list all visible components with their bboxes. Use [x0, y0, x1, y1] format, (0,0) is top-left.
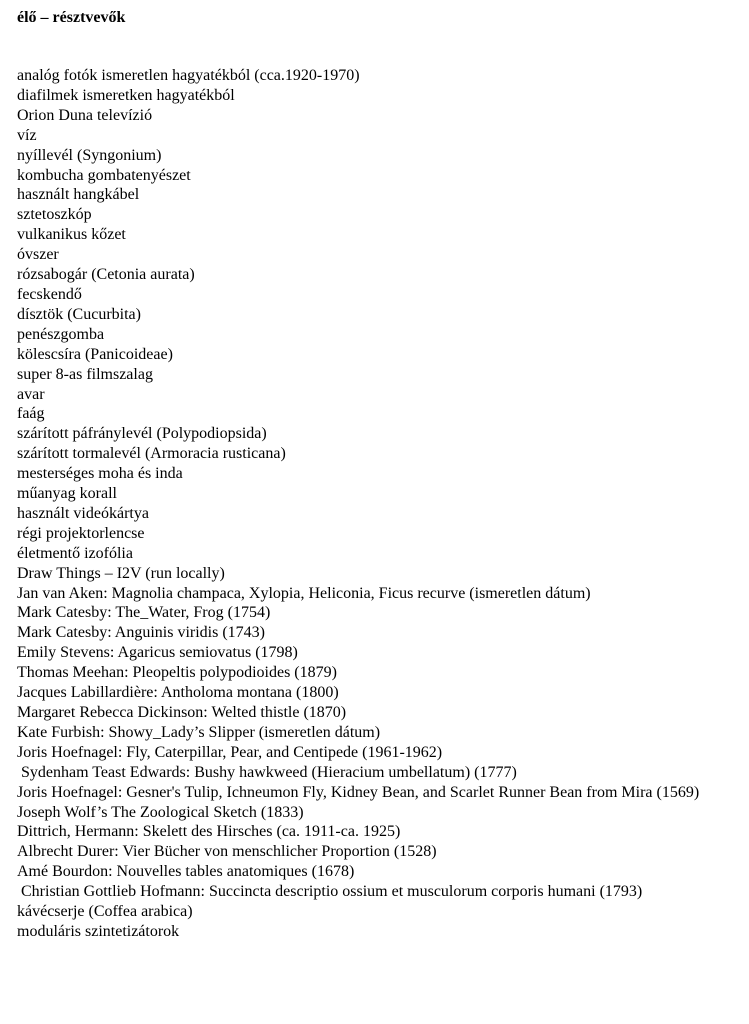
list-item: Joris Hoefnagel: Fly, Caterpillar, Pear, and Centipede (1961-1962): [17, 743, 443, 761]
list-item: Jacques Labillardière: Antholoma montana (1800): [17, 684, 339, 702]
list-item: moduláris szintetizátorok: [17, 922, 180, 940]
page-title: élő – résztvevők: [17, 9, 126, 26]
list-item: Margaret Rebecca Dickinson: Welted thistle (1870): [17, 704, 347, 721]
list-item: mesterséges moha és inda: [17, 465, 183, 483]
list-item: Mark Catesby: The_Water, Frog (1754): [17, 604, 271, 622]
list-item: penészgomba: [17, 325, 105, 343]
list-item: Joris Hoefnagel: Gesner's Tulip, Ichneumon Fly, Kidney Bean, and Scarlet Runner Bean from Mira (1569): [17, 783, 700, 801]
list-item: műanyag korall: [17, 485, 117, 503]
list-item: Christian Gottlieb Hofmann: Succincta descriptio ossium et musculorum corporis humani (1793): [17, 883, 643, 901]
list-item: rózsabogár (Cetonia aurata): [17, 266, 195, 284]
list-item: régi projektorlencse: [17, 524, 145, 542]
list-item: Kate Furbish: Showy_Lady’s Slipper (ismeretlen dátum): [17, 723, 381, 741]
list-item: kölescsíra (Panicoideae): [17, 345, 173, 363]
list-item: nyíllevél (Syngonium): [17, 146, 162, 164]
list-item: faág: [17, 405, 45, 423]
list-item: super 8-as filmszalag: [17, 365, 153, 383]
list-item: használt videókártya: [17, 504, 149, 522]
list-item: fecskendő: [17, 285, 82, 303]
list-item: Jan van Aken: Magnolia champaca, Xylopia, Heliconia, Ficus recurve (ismeretlen dátum): [17, 584, 591, 602]
list-item: víz: [17, 126, 37, 144]
list-item: Emily Stevens: Agaricus semiovatus (1798): [17, 644, 298, 662]
list-item: Draw Things – I2V (run locally): [17, 564, 225, 582]
list-item: óvszer: [17, 246, 59, 264]
document-page: [17, 8, 742, 940]
list-item: szárított tormalevél (Armoracia rusticana): [17, 445, 286, 463]
list-item: Sydenham Teast Edwards: Bushy hawkweed (Hieracium umbellatum) (1777): [17, 763, 517, 781]
list-item: Thomas Meehan: Pleopeltis polypodioides (1879): [17, 664, 337, 682]
list-item: Joseph Wolf’s The Zoological Sketch (1833): [17, 803, 304, 821]
participants-list: [17, 66, 742, 942]
list-item: életmentő izofólia: [17, 544, 133, 562]
list-item: Mark Catesby: Anguinis viridis (1743): [17, 624, 265, 642]
list-item: kávécserje (Coffea arabica): [17, 903, 193, 921]
list-item: használt hangkábel: [17, 186, 140, 204]
list-item: analóg fotók ismeretlen hagyatékból (cca.1920-1970): [17, 67, 360, 84]
list-item: diafilmek ismeretken hagyatékból: [17, 86, 235, 104]
list-item: Orion Duna televízió: [17, 106, 153, 124]
list-item: vulkanikus kőzet: [17, 226, 126, 244]
list-item: sztetoszkóp: [17, 206, 92, 224]
list-item: Amé Bourdon: Nouvelles tables anatomiques (1678): [17, 863, 355, 881]
list-item: szárított páfránylevél (Polypodiopsida): [17, 425, 267, 443]
list-item: dísztök (Cucurbita): [17, 305, 141, 323]
list-item: kombucha gombatenyészet: [17, 166, 191, 184]
list-item: avar: [17, 385, 45, 403]
list-item: Albrecht Durer: Vier Bücher von menschlicher Proportion (1528): [17, 843, 437, 861]
list-item: Dittrich, Hermann: Skelett des Hirsches (ca. 1911-ca. 1925): [17, 823, 401, 841]
